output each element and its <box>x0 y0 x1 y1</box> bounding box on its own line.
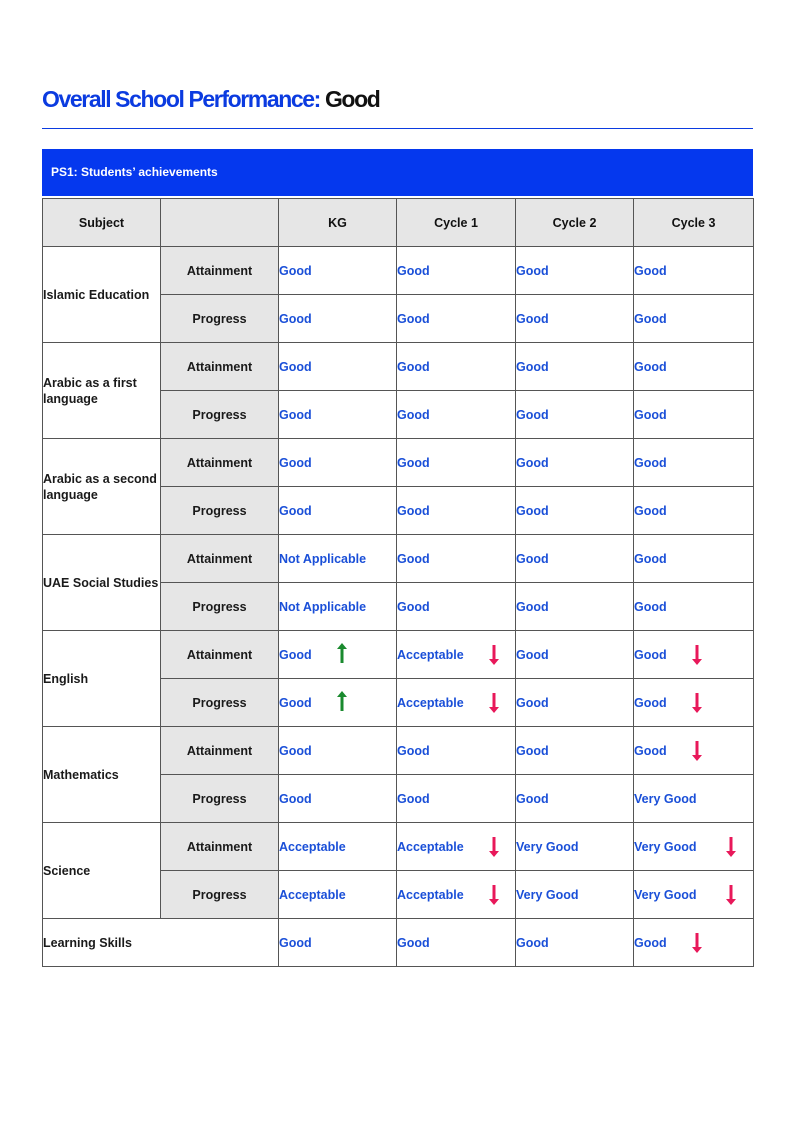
rating-cell <box>516 295 634 343</box>
rating-value: Very Good <box>516 839 579 854</box>
progress-label: Progress <box>161 871 279 919</box>
rating-cell <box>279 535 397 583</box>
rating-cell <box>634 343 754 391</box>
progress-label: Progress <box>161 391 279 439</box>
rating-value: Good <box>279 407 312 422</box>
rating-cell <box>279 679 397 727</box>
rating-cell <box>279 487 397 535</box>
rating-cell <box>397 727 516 775</box>
rating-cell <box>634 631 754 679</box>
rating-value: Good <box>397 503 430 518</box>
rating-cell <box>279 823 397 871</box>
table-row <box>43 919 754 967</box>
header-cycle-3: Cycle 3 <box>634 199 754 247</box>
arrow-down-icon <box>692 741 702 761</box>
rating-cell <box>516 391 634 439</box>
arrow-down-icon <box>489 645 499 665</box>
rating-cell <box>516 919 634 967</box>
attainment-label: Attainment <box>161 439 279 487</box>
rating-cell <box>516 247 634 295</box>
rating-value: Good <box>397 791 430 806</box>
arrow-down-icon <box>692 693 702 713</box>
attainment-label: Attainment <box>161 247 279 295</box>
table-row <box>43 247 754 295</box>
rating-value: Good <box>634 599 667 614</box>
rating-cell <box>516 679 634 727</box>
rating-value: Good <box>279 503 312 518</box>
arrow-up-icon <box>337 691 347 711</box>
rating-value: Very Good <box>634 839 697 854</box>
rating-cell <box>516 487 634 535</box>
subject-name: Mathematics <box>43 727 161 823</box>
rating-value: Good <box>397 455 430 470</box>
rating-value: Good <box>279 647 312 662</box>
rating-value: Acceptable <box>279 887 346 902</box>
rating-cell <box>634 679 754 727</box>
rating-value: Good <box>279 743 312 758</box>
rating-value: Good <box>634 455 667 470</box>
rating-value: Good <box>516 791 549 806</box>
rating-cell <box>634 775 754 823</box>
table-body <box>43 247 754 967</box>
rating-cell <box>279 247 397 295</box>
rating-cell <box>397 535 516 583</box>
subject-name: Arabic as a first language <box>43 343 161 439</box>
rating-cell <box>516 727 634 775</box>
arrow-down-icon <box>726 885 736 905</box>
rating-cell <box>516 535 634 583</box>
rating-value: Good <box>634 695 667 710</box>
rating-cell <box>279 775 397 823</box>
rating-value: Good <box>279 791 312 806</box>
rating-cell <box>634 871 754 919</box>
table-row <box>43 631 754 679</box>
progress-label: Progress <box>161 775 279 823</box>
rating-value: Good <box>516 935 549 950</box>
arrow-down-icon <box>489 885 499 905</box>
rating-value: Very Good <box>634 887 697 902</box>
rating-cell <box>397 439 516 487</box>
attainment-label: Attainment <box>161 727 279 775</box>
rating-cell <box>516 631 634 679</box>
attainment-label: Attainment <box>161 343 279 391</box>
rating-value: Good <box>397 311 430 326</box>
rating-cell <box>279 391 397 439</box>
rating-value: Good <box>634 263 667 278</box>
rating-cell <box>516 871 634 919</box>
rating-value: Good <box>634 743 667 758</box>
attainment-label: Attainment <box>161 535 279 583</box>
rating-value: Not Applicable <box>279 599 367 614</box>
rating-cell <box>397 919 516 967</box>
rating-cell <box>397 871 516 919</box>
section-heading: PS1: Students’ achievements <box>42 149 753 196</box>
header-cycle-1: Cycle 1 <box>397 199 516 247</box>
header-cycle-2: Cycle 2 <box>516 199 634 247</box>
rating-cell <box>397 487 516 535</box>
rating-cell <box>634 727 754 775</box>
rating-cell <box>397 775 516 823</box>
table-row <box>43 439 754 487</box>
rating-value: Good <box>279 455 312 470</box>
rating-cell <box>279 343 397 391</box>
rating-value: Good <box>634 647 667 662</box>
rating-cell <box>279 919 397 967</box>
rating-value: Good <box>516 743 549 758</box>
attainment-label: Attainment <box>161 823 279 871</box>
rating-value: Acceptable <box>397 647 464 662</box>
rating-value: Good <box>634 407 667 422</box>
rating-cell <box>397 823 516 871</box>
rating-value: Acceptable <box>397 839 464 854</box>
rating-cell <box>634 391 754 439</box>
arrow-down-icon <box>692 645 702 665</box>
rating-cell <box>634 919 754 967</box>
rating-cell <box>397 247 516 295</box>
progress-label: Progress <box>161 679 279 727</box>
rating-cell <box>634 823 754 871</box>
rating-cell <box>279 439 397 487</box>
rating-value: Acceptable <box>397 695 464 710</box>
rating-value: Good <box>397 263 430 278</box>
table-row <box>43 823 754 871</box>
rating-value: Good <box>397 599 430 614</box>
rating-value: Not Applicable <box>279 551 367 566</box>
rating-cell <box>516 583 634 631</box>
rating-cell <box>516 439 634 487</box>
rating-value: Acceptable <box>279 839 346 854</box>
rating-cell <box>634 439 754 487</box>
rating-cell <box>634 487 754 535</box>
rating-value: Good <box>279 359 312 374</box>
table-row <box>43 535 754 583</box>
rating-value: Very Good <box>634 791 697 806</box>
rating-value: Good <box>397 359 430 374</box>
progress-label: Progress <box>161 295 279 343</box>
rating-cell <box>516 775 634 823</box>
rating-cell <box>279 295 397 343</box>
rating-value: Good <box>516 647 549 662</box>
header-subject: Subject <box>43 199 161 247</box>
overall-grade: Good <box>324 86 380 112</box>
arrow-down-icon <box>726 837 736 857</box>
rating-value: Good <box>516 551 549 566</box>
rating-cell <box>516 823 634 871</box>
header-kg: KG <box>279 199 397 247</box>
rating-cell <box>279 727 397 775</box>
rating-value: Acceptable <box>397 887 464 902</box>
rating-value: Good <box>516 263 549 278</box>
arrow-up-icon <box>337 643 347 663</box>
rating-cell <box>634 247 754 295</box>
rating-value: Good <box>279 935 312 950</box>
page-title-lead: Overall School Performance: <box>42 86 320 112</box>
rating-cell <box>634 583 754 631</box>
page-title <box>42 86 379 113</box>
rating-value: Good <box>634 503 667 518</box>
rating-value: Good <box>516 455 549 470</box>
arrow-down-icon <box>489 837 499 857</box>
table-row <box>43 343 754 391</box>
rating-value: Good <box>634 551 667 566</box>
rating-value: Good <box>516 407 549 422</box>
rating-cell <box>397 583 516 631</box>
attainment-label: Attainment <box>161 631 279 679</box>
subject-name: Learning Skills <box>43 919 279 967</box>
rating-value: Good <box>634 311 667 326</box>
rating-value: Good <box>516 599 549 614</box>
rating-value: Good <box>516 695 549 710</box>
rating-value: Good <box>279 263 312 278</box>
rating-cell <box>397 391 516 439</box>
rating-cell <box>279 871 397 919</box>
arrow-down-icon <box>692 933 702 953</box>
rating-value: Good <box>397 551 430 566</box>
rating-value: Good <box>634 935 667 950</box>
rating-value: Very Good <box>516 887 579 902</box>
header-row <box>43 199 754 247</box>
rating-value: Good <box>397 407 430 422</box>
rating-cell <box>397 343 516 391</box>
rating-cell <box>279 583 397 631</box>
rating-value: Good <box>279 695 312 710</box>
subject-name: Islamic Education <box>43 247 161 343</box>
title-divider <box>42 128 753 129</box>
rating-value: Good <box>397 743 430 758</box>
rating-cell <box>634 295 754 343</box>
table-row <box>43 727 754 775</box>
rating-value: Good <box>279 311 312 326</box>
rating-value: Good <box>516 359 549 374</box>
rating-cell <box>397 679 516 727</box>
rating-cell <box>397 631 516 679</box>
rating-value: Good <box>516 503 549 518</box>
progress-label: Progress <box>161 583 279 631</box>
rating-value: Good <box>397 935 430 950</box>
rating-cell <box>279 631 397 679</box>
rating-cell <box>516 343 634 391</box>
subject-name: Arabic as a second language <box>43 439 161 535</box>
rating-value: Good <box>516 311 549 326</box>
header-blank <box>161 199 279 247</box>
rating-cell <box>397 295 516 343</box>
achievement-table <box>42 198 754 967</box>
progress-label: Progress <box>161 487 279 535</box>
subject-name: UAE Social Studies <box>43 535 161 631</box>
arrow-down-icon <box>489 693 499 713</box>
subject-name: English <box>43 631 161 727</box>
rating-cell <box>634 535 754 583</box>
subject-name: Science <box>43 823 161 919</box>
rating-value: Good <box>634 359 667 374</box>
